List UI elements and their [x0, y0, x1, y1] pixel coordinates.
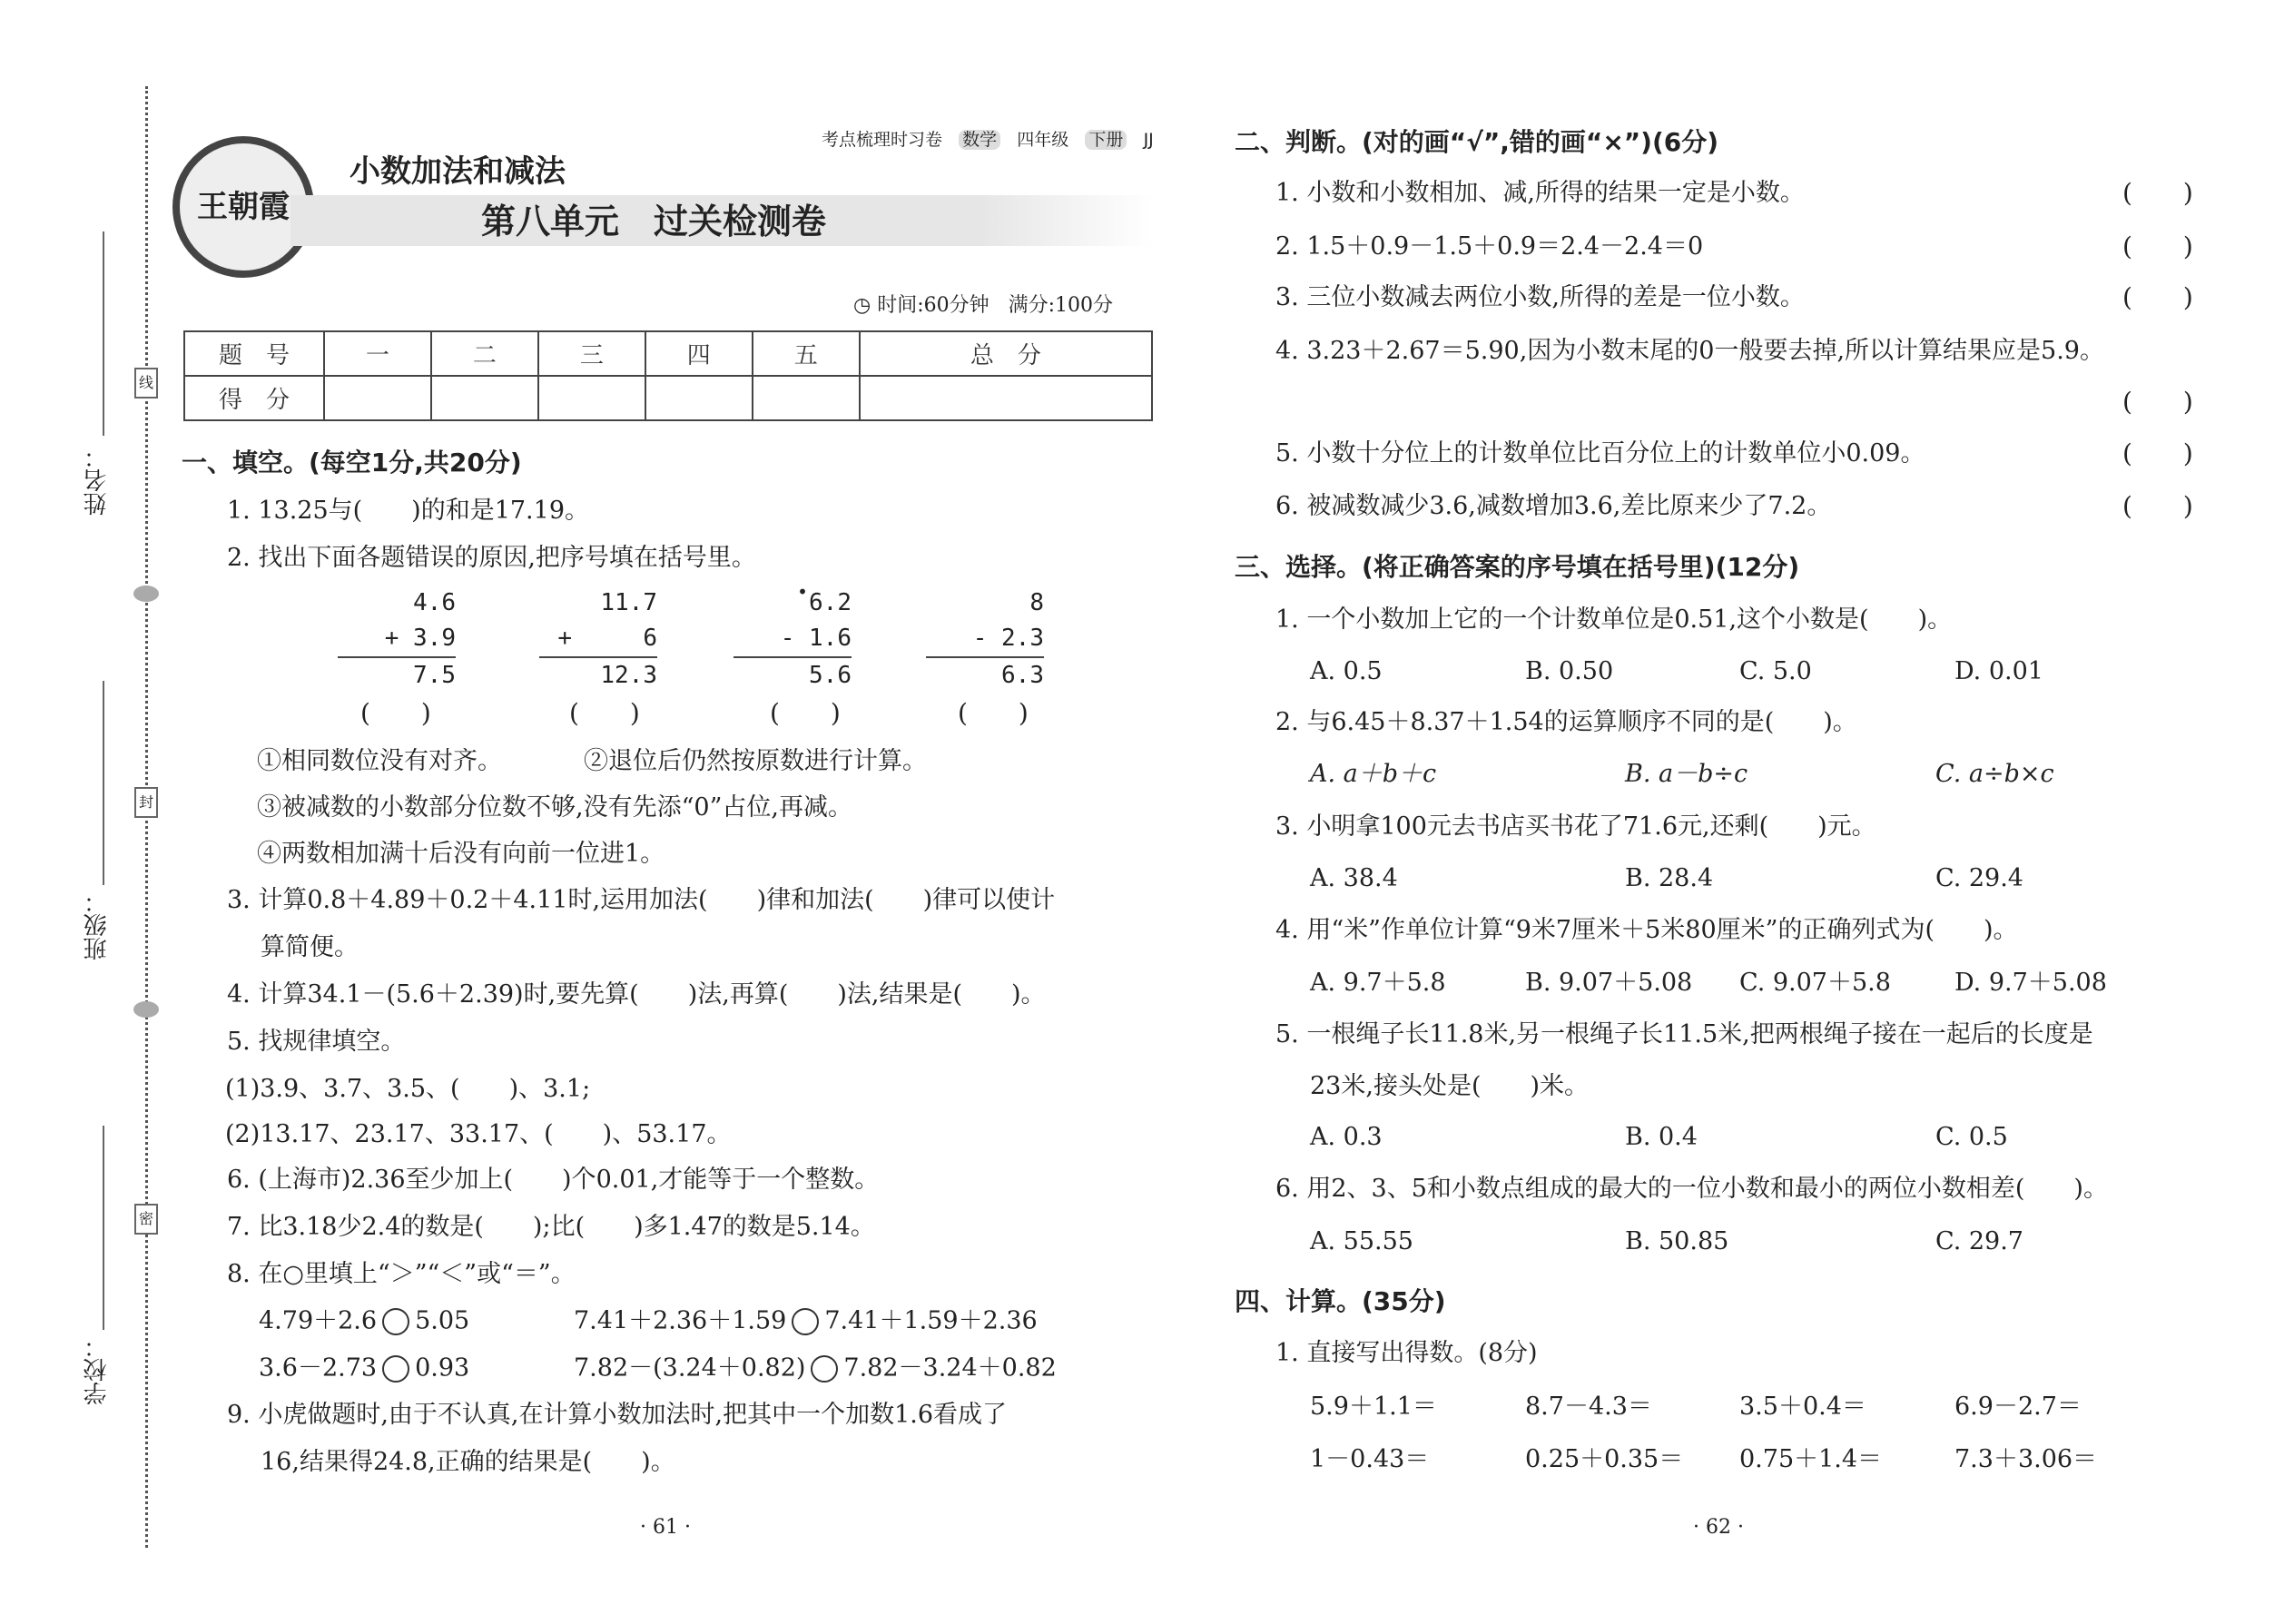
table-header: 三: [538, 331, 645, 376]
comparison-item: [574, 1355, 1057, 1383]
score-cell[interactable]: [645, 376, 753, 420]
table-header: 五: [753, 331, 860, 376]
choice-question: 2. 与6.45＋8.37＋1.54的运算顺序不同的是( )。: [1275, 708, 1857, 736]
answer-blank[interactable]: ( ): [2122, 178, 2193, 208]
expression: 5.05: [415, 1306, 470, 1335]
expression: 7.82－(3.24＋0.82): [574, 1353, 806, 1383]
question: 1. 直接写出得数。(8分): [1275, 1339, 1538, 1367]
school-label: 学校：: [84, 1334, 111, 1405]
seal-label-top: 线: [134, 368, 158, 399]
calc-operand: + 6: [557, 625, 657, 652]
choice-option[interactable]: A. a＋b＋c: [1310, 760, 1437, 788]
choice-option[interactable]: C. 5.0: [1739, 657, 1812, 685]
choice-option[interactable]: B. a－b÷c: [1625, 760, 1748, 788]
expression: 0.93: [415, 1353, 470, 1383]
seal-label-mid: 封: [134, 787, 158, 818]
score-row-label: 得 分: [184, 376, 324, 420]
page-title: 第八单元 过关检测卷: [481, 202, 827, 241]
score-row: [184, 376, 1152, 420]
score-cell[interactable]: [324, 376, 431, 420]
calc-operand: 4.6: [413, 589, 456, 616]
subject-label: 数学: [959, 130, 1000, 150]
calc-operand: 8: [1029, 589, 1044, 616]
choice-option[interactable]: D. 9.7＋5.08: [1954, 969, 2107, 997]
judge-item: 5. 小数十分位上的计数单位比百分位上的计数单位小0.09。: [1275, 439, 1925, 468]
answer-blank[interactable]: ( ): [2122, 231, 2193, 261]
time-limit: 时间:60分钟: [877, 294, 989, 317]
comparison-item: [574, 1308, 1038, 1335]
choice-option[interactable]: D. 0.01: [1954, 657, 2043, 685]
score-table-header-row: [184, 331, 1152, 376]
question: 7. 比3.18少2.4的数是( );比( )多1.47的数是5.14。: [227, 1213, 875, 1241]
section-heading: 一、填空。(每空1分,共20分): [182, 448, 522, 477]
oral-calc: 1－0.43＝: [1310, 1445, 1430, 1473]
judge-item: 3. 三位小数减去两位小数,所得的差是一位小数。: [1275, 283, 1805, 311]
table-header: 一: [324, 331, 431, 376]
oral-calc: 5.9＋1.1＝: [1310, 1393, 1437, 1421]
choice-question: 6. 用2、3、5和小数点组成的最大的一位小数和最小的两位小数相差( )。: [1275, 1175, 2108, 1203]
school-field-line[interactable]: [103, 1126, 104, 1330]
answer-blank[interactable]: ( ): [2122, 438, 2193, 468]
choice-question: 4. 用“米”作单位计算“9米7厘米＋5米80厘米”的正确列式为( )。: [1275, 916, 2018, 944]
oral-calc: 0.25＋0.35＝: [1525, 1445, 1684, 1473]
choice-option[interactable]: A. 9.7＋5.8: [1310, 969, 1446, 997]
page-number: · 62 ·: [1693, 1516, 1744, 1539]
choice-question: 3. 小明拿100元去书店买书花了71.6元,还剩( )元。: [1275, 812, 1876, 841]
choice-option[interactable]: C. 29.4: [1935, 864, 2023, 892]
choice-question: 1. 一个小数加上它的一个计数单位是0.51,这个小数是( )。: [1275, 605, 1953, 634]
name-field-line[interactable]: [103, 231, 104, 436]
vertical-calc: [926, 586, 1044, 694]
judge-item: 1. 小数和小数相加、减,所得的结果一定是小数。: [1275, 179, 1805, 207]
reason-option: ③被减数的小数部分位数不够,没有先添“0”占位,再减。: [257, 793, 852, 822]
calc-operand: 6.2: [809, 589, 852, 616]
oral-calc: 3.5＋0.4＝: [1739, 1393, 1866, 1421]
choice-option[interactable]: C. 29.7: [1935, 1227, 2023, 1255]
compare-circle[interactable]: [792, 1308, 819, 1335]
choice-option[interactable]: B. 28.4: [1625, 864, 1714, 892]
oral-calc: 7.3＋3.06＝: [1954, 1445, 2098, 1473]
header-meta: [822, 132, 1154, 149]
compare-circle[interactable]: [382, 1308, 409, 1335]
choice-option[interactable]: B. 0.4: [1625, 1123, 1698, 1151]
question-continued: 16,结果得24.8,正确的结果是( )。: [261, 1448, 675, 1476]
topic-title: 小数加法和减法: [350, 153, 566, 190]
choice-option[interactable]: C. a÷b×c: [1935, 760, 2054, 788]
vertical-calc: [338, 586, 456, 694]
choice-option[interactable]: B. 0.50: [1525, 657, 1614, 685]
choice-option[interactable]: A. 0.5: [1310, 657, 1383, 685]
question: 8. 在○里填上“＞”“＜”或“＝”。: [227, 1260, 576, 1288]
choice-option[interactable]: C. 0.5: [1935, 1123, 2008, 1151]
choice-question-continued: 23米,接头处是( )米。: [1310, 1072, 1590, 1100]
question: 2. 找出下面各题错误的原因,把序号填在括号里。: [227, 544, 756, 572]
expression: 3.6－2.73: [259, 1353, 378, 1383]
oral-calc: 0.75＋1.4＝: [1739, 1445, 1883, 1473]
reason-option: ④两数相加满十后没有向前一位进1。: [257, 840, 665, 868]
table-header: 总 分: [860, 331, 1152, 376]
question: 6. (上海市)2.36至少加上( )个0.01,才能等于一个整数。: [227, 1166, 880, 1194]
calc-result: 7.5: [338, 656, 456, 694]
calc-operand: - 2.3: [972, 625, 1044, 652]
binding-ornament-icon: [133, 1001, 159, 1018]
section-heading: 二、判断。(对的画“√”,错的画“×”)(6分): [1235, 127, 1719, 157]
table-header: 四: [645, 331, 753, 376]
grade-label: 四年级: [1017, 130, 1069, 150]
score-cell[interactable]: [538, 376, 645, 420]
score-cell[interactable]: [753, 376, 860, 420]
sub-question: (1)3.9、3.7、3.5、( )、3.1;: [225, 1075, 591, 1103]
oral-calc: 8.7－4.3＝: [1525, 1393, 1652, 1421]
calc-operand: - 1.6: [780, 625, 852, 652]
expression: 7.41＋1.59＋2.36: [824, 1306, 1038, 1335]
question: 4. 计算34.1－(5.6＋2.39)时,要先算( )法,再算( )法,结果是( )。: [227, 980, 1046, 1009]
reason-option: ②退位后仍然按原数进行计算。: [584, 747, 927, 775]
answer-blank[interactable]: ( ): [2122, 491, 2193, 521]
calc-result: 12.3: [539, 656, 657, 694]
answer-blank[interactable]: ( ): [2122, 282, 2193, 312]
answer-blank[interactable]: ( ): [770, 698, 841, 728]
table-header: 题 号: [184, 331, 324, 376]
score-cell[interactable]: [431, 376, 538, 420]
section-heading: 三、选择。(将正确答案的序号填在括号里)(12分): [1235, 552, 1800, 582]
choice-question: 5. 一根绳子长11.8米,另一根绳子长11.5米,把两根绳子接在一起后的长度是: [1275, 1020, 2093, 1048]
oral-calc: 6.9－2.7＝: [1954, 1393, 2082, 1421]
page-number: · 61 ·: [640, 1516, 691, 1539]
answer-blank[interactable]: ( ): [569, 698, 640, 728]
binding-ornament-icon: [133, 586, 159, 602]
compare-circle[interactable]: [382, 1355, 409, 1383]
exam-info: ◷ 时间:60分钟 满分:100分: [853, 294, 1114, 317]
answer-blank[interactable]: ( ): [2122, 387, 2193, 417]
choice-option[interactable]: A. 0.3: [1310, 1123, 1383, 1151]
score-cell[interactable]: [860, 376, 1152, 420]
logo-text: 王朝霞: [197, 189, 290, 225]
compare-circle[interactable]: [811, 1355, 838, 1383]
choice-option[interactable]: B. 50.85: [1625, 1227, 1729, 1255]
score-table: [183, 330, 1153, 421]
answer-blank[interactable]: ( ): [360, 698, 431, 728]
question: 5. 找规律填空。: [227, 1028, 406, 1056]
vertical-calc: [539, 586, 657, 694]
answer-blank[interactable]: ( ): [958, 698, 1029, 728]
table-header: 二: [431, 331, 538, 376]
question: 3. 计算0.8＋4.89＋0.2＋4.11时,运用加法( )律和加法( )律可以使计: [227, 886, 1056, 914]
class-field-line[interactable]: [103, 681, 104, 885]
vertical-calc: [733, 581, 852, 694]
calc-result: 6.3: [926, 656, 1044, 694]
name-label: 姓名：: [84, 445, 111, 516]
reason-option: ①相同数位没有对齐。: [257, 747, 502, 775]
volume-label: 下册: [1085, 130, 1127, 150]
expression: 4.79＋2.6: [259, 1306, 378, 1335]
question: 9. 小虎做题时,由于不认真,在计算小数加法时,把其中一个加数1.6看成了: [227, 1401, 1008, 1429]
comparison-item: [259, 1308, 469, 1335]
class-label: 班级：: [84, 890, 111, 960]
judge-item: 6. 被减数减少3.6,减数增加3.6,差比原来少了7.2。: [1275, 492, 1832, 520]
choice-option[interactable]: A. 55.55: [1310, 1227, 1413, 1255]
calc-result: 5.6: [733, 656, 852, 694]
section-heading: 四、计算。(35分): [1235, 1286, 1446, 1316]
comparison-item: [259, 1355, 469, 1383]
question-continued: 算简便。: [261, 933, 359, 961]
expression: 7.41＋2.36＋1.59: [574, 1306, 787, 1335]
judge-item: 4. 3.23＋2.67＝5.90,因为小数末尾的0一般要去掉,所以计算结果应是5.9。: [1275, 337, 2104, 365]
recurring-dot: •: [796, 581, 808, 603]
question: 1. 13.25与( )的和是17.19。: [227, 497, 590, 525]
calc-operand: + 3.9: [384, 625, 456, 652]
expression: 7.82－3.24＋0.82: [843, 1353, 1057, 1383]
series-label: 考点梳理时习卷: [822, 130, 943, 150]
edition-label: JJ: [1143, 130, 1154, 150]
choice-option[interactable]: A. 38.4: [1310, 864, 1398, 892]
choice-option[interactable]: B. 9.07＋5.08: [1525, 969, 1693, 997]
judge-item: 2. 1.5＋0.9－1.5＋0.9＝2.4－2.4＝0: [1275, 232, 1704, 261]
full-score: 满分:100分: [1008, 294, 1114, 317]
choice-option[interactable]: C. 9.07＋5.8: [1739, 969, 1891, 997]
seal-label-bottom: 密: [134, 1204, 158, 1235]
sub-question: (2)13.17、23.17、33.17、( )、53.17。: [225, 1120, 732, 1148]
calc-operand: 11.7: [600, 589, 657, 616]
